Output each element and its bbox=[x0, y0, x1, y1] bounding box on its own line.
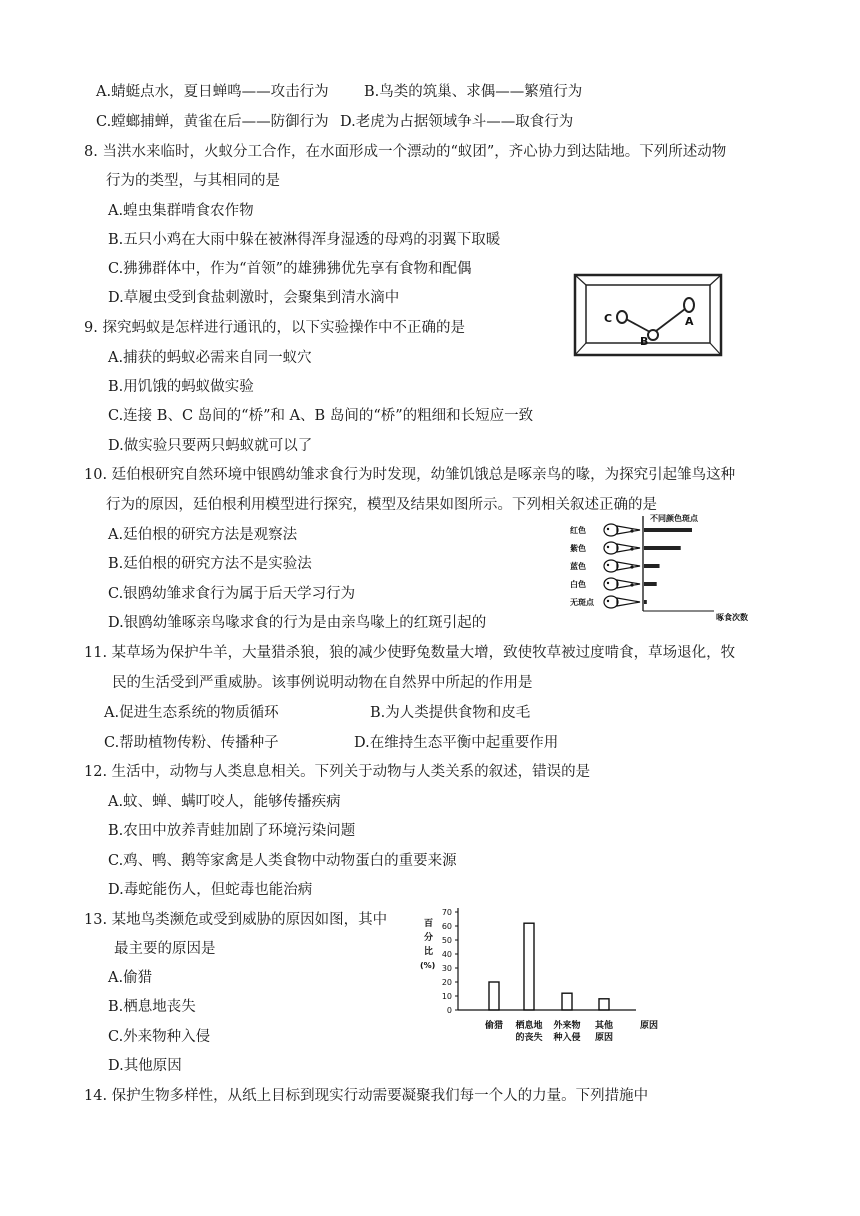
option-c: C.外来物种入侵 bbox=[108, 1029, 211, 1045]
y-tick-label: 10 bbox=[441, 992, 452, 1001]
option-a: A.廷伯根的研究方法是观察法 bbox=[108, 527, 298, 543]
category-label: 偷猎 bbox=[484, 1021, 504, 1031]
option-c: C.帮助植物传粉、传播种子 bbox=[104, 735, 279, 751]
gull-beak-icon bbox=[617, 580, 640, 588]
question-10-stem-cont: 行为的原因，廷伯根利用模型进行探究，模型及结果如图所示。下列相关叙述正确的是 bbox=[106, 497, 657, 513]
option-b: B.廷伯根的研究方法不是实验法 bbox=[108, 556, 312, 572]
gull-beak-icon bbox=[617, 544, 640, 552]
gull-beak-model-figure bbox=[566, 512, 766, 624]
island-c bbox=[617, 311, 627, 323]
option-b: B.五只小鸡在大雨中躲在被淋得浑身湿透的母鸡的羽翼下取暖 bbox=[108, 232, 501, 248]
option-d: D.毒蛇能伤人，但蛇毒也能治病 bbox=[108, 882, 313, 898]
option-b: B.栖息地丧失 bbox=[108, 999, 196, 1015]
beak-spot-icon bbox=[630, 547, 633, 550]
bar bbox=[599, 999, 609, 1010]
option-d: D.其他原因 bbox=[108, 1058, 182, 1074]
y-tick-label: 60 bbox=[441, 922, 452, 931]
category-label: 的丧失 bbox=[515, 1033, 543, 1043]
bird-threat-bar-chart bbox=[418, 898, 668, 1048]
y-tick-label: 70 bbox=[441, 908, 452, 917]
option-b: B.用饥饿的蚂蚁做实验 bbox=[108, 379, 254, 395]
option-c: C.连接 B、C 岛间的“桥”和 A、B 岛间的“桥”的粗细和长短应一致 bbox=[108, 408, 534, 424]
beak-spot-icon bbox=[630, 529, 633, 532]
question-8-stem-cont: 行为的类型，与其相同的是 bbox=[106, 173, 280, 189]
bar bbox=[562, 993, 572, 1010]
gull-eye-icon bbox=[607, 564, 609, 566]
question-14-stem: 14. 保护生物多样性，从纸上目标到现实行动需要凝聚我们每一个人的力量。下列措施中 bbox=[84, 1088, 649, 1104]
y-tick-label: 40 bbox=[441, 950, 452, 959]
option-d: D.老虎为占据领域争斗——取食行为 bbox=[340, 114, 574, 130]
peck-count-bar bbox=[644, 582, 657, 586]
question-9-stem: 9. 探究蚂蚁是怎样进行通讯的，以下实验操作中不正确的是 bbox=[84, 320, 465, 336]
model-label: 白色 bbox=[570, 580, 586, 589]
option-d: D.在维持生态平衡中起重要作用 bbox=[354, 735, 559, 751]
y-tick-label: 20 bbox=[441, 978, 452, 987]
option-a: A.促进生态系统的物质循环 bbox=[104, 705, 279, 721]
island-b-label: B bbox=[640, 335, 649, 348]
gull-head-icon bbox=[604, 542, 618, 554]
y-axis-label-2: 分 bbox=[424, 933, 434, 943]
gull-head-icon bbox=[604, 578, 618, 590]
question-12-stem: 12. 生活中，动物与人类息息相关。下列关于动物与人类关系的叙述，错误的是 bbox=[84, 764, 591, 780]
option-c: C.银鸥幼雏求食行为属于后天学习行为 bbox=[108, 586, 356, 602]
gull-eye-icon bbox=[607, 582, 609, 584]
category-label: 其他 bbox=[594, 1021, 614, 1031]
option-d: D.银鸥幼雏啄亲鸟喙求食的行为是由亲鸟喙上的红斑引起的 bbox=[108, 615, 487, 631]
option-c: C.鸡、鸭、鹅等家禽是人类食物中动物蛋白的重要来源 bbox=[108, 853, 457, 869]
y-axis-label-4: (%) bbox=[420, 961, 436, 970]
option-b: B.鸟类的筑巢、求偶——繁殖行为 bbox=[364, 84, 583, 100]
option-d: D.草履虫受到食盐刺激时，会聚集到清水滴中 bbox=[108, 290, 400, 306]
island-a bbox=[684, 298, 694, 312]
gull-beak-icon bbox=[617, 598, 640, 606]
peck-count-bar bbox=[644, 600, 647, 604]
gull-head-icon bbox=[604, 560, 618, 572]
model-label: 蓝色 bbox=[570, 562, 586, 571]
bar bbox=[524, 923, 534, 1010]
gull-eye-icon bbox=[607, 546, 609, 548]
y-tick-label: 30 bbox=[441, 964, 452, 973]
figure-top-label: 不同颜色斑点 bbox=[650, 514, 698, 523]
model-label: 紫色 bbox=[570, 544, 586, 553]
y-axis-label-3: 比 bbox=[424, 947, 434, 957]
bar bbox=[489, 982, 499, 1010]
option-a: A.捕获的蚂蚁必需来自同一蚁穴 bbox=[108, 350, 312, 366]
figure-axis-label: 啄食次数 bbox=[716, 613, 748, 622]
gull-eye-icon bbox=[607, 600, 609, 602]
island-a-label: A bbox=[685, 315, 694, 328]
y-tick-label: 50 bbox=[441, 936, 452, 945]
question-8-stem: 8. 当洪水来临时，火蚁分工合作，在水面形成一个漂动的“蚁团”，齐心协力到达陆地。下列所述动物 bbox=[84, 144, 727, 160]
bridge-ba bbox=[656, 309, 685, 331]
category-label: 种入侵 bbox=[553, 1033, 581, 1043]
beak-spot-icon bbox=[630, 583, 633, 586]
question-10-stem: 10. 廷伯根研究自然环境中银鸥幼雏求食行为时发现，幼雏饥饿总是啄亲鸟的喙，为探究引起雏鸟这种 bbox=[84, 467, 736, 483]
peck-count-bar bbox=[644, 564, 660, 568]
gull-beak-icon bbox=[617, 562, 640, 570]
gull-head-icon bbox=[604, 524, 618, 536]
gull-beak-icon bbox=[617, 526, 640, 534]
option-b: B.为人类提供食物和皮毛 bbox=[370, 705, 531, 721]
question-11-stem: 11. 某草场为保护牛羊，大量猎杀狼，狼的减少使野兔数量大增，致使牧草被过度啃食，草场退化，牧 bbox=[84, 645, 736, 661]
peck-count-bar bbox=[644, 528, 692, 532]
option-b: B.农田中放养青蛙加剧了环境污染问题 bbox=[108, 823, 356, 839]
category-label: 栖息地 bbox=[515, 1021, 543, 1031]
option-d: D.做实验只要两只蚂蚁就可以了 bbox=[108, 438, 313, 454]
gull-eye-icon bbox=[607, 528, 609, 530]
option-c: C.狒狒群体中，作为“首领”的雄狒狒优先享有食物和配偶 bbox=[108, 261, 472, 277]
ant-island-figure bbox=[572, 272, 724, 358]
option-a: A.偷猎 bbox=[108, 970, 153, 986]
option-a: A.蝗虫集群啃食农作物 bbox=[108, 203, 254, 219]
category-label: 外来物 bbox=[553, 1021, 581, 1031]
gull-head-icon bbox=[604, 596, 618, 608]
question-13-stem: 13. 某地鸟类濒危或受到威胁的原因如图，其中 bbox=[84, 912, 388, 928]
category-label: 原因 bbox=[594, 1033, 614, 1043]
island-c-label: C bbox=[604, 312, 613, 325]
bridge-cb bbox=[626, 319, 650, 332]
model-label: 无斑点 bbox=[570, 598, 594, 607]
y-tick-label: 0 bbox=[446, 1006, 452, 1015]
question-11-stem-cont: 民的生活受到严重威胁。该事例说明动物在自然界中所起的作用是 bbox=[112, 675, 533, 691]
peck-count-bar bbox=[644, 546, 681, 550]
question-13-stem-cont: 最主要的原因是 bbox=[114, 941, 216, 957]
x-axis-label: 原因 bbox=[640, 1021, 659, 1031]
option-a: A.蜻蜓点水，夏日蝉鸣——攻击行为 bbox=[96, 84, 329, 100]
option-c: C.螳螂捕蝉，黄雀在后——防御行为 bbox=[96, 114, 329, 130]
option-a: A.蚊、蝉、螨叮咬人，能够传播疾病 bbox=[108, 794, 341, 810]
model-label: 红色 bbox=[570, 526, 586, 535]
y-axis-label-1: 百 bbox=[424, 919, 434, 929]
beak-spot-icon bbox=[630, 565, 633, 568]
